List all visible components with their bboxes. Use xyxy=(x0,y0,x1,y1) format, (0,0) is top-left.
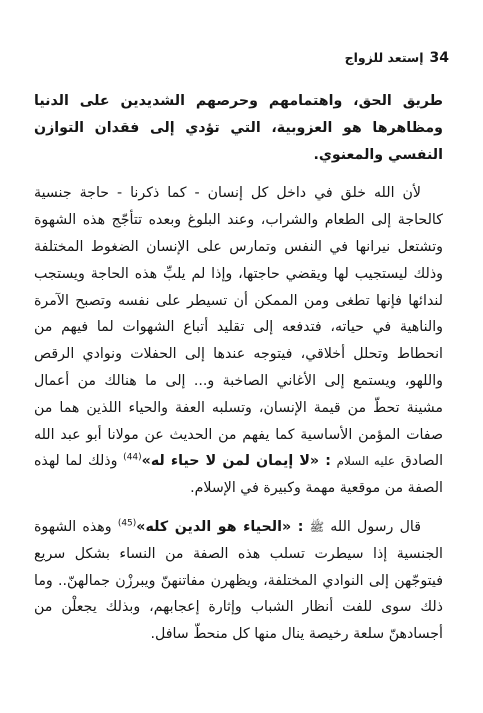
paragraph-2-text: لأن الله خلق في داخل كل إنسان - كما ذكرنا - حاجة جنسية كالحاجة إلى الطعام والشراب، وعند البلوغ وبعده تتأجّج هذه الشهوة وتشتعل نيرانها في النفس وتمارس على الإنسان الضغوط المختلفة وذلك ليستجيب لها ويقضي حاجتها، وإذا لم يلبِّ هذه الحاجة ويستجب لندائها فإنها تطغى ومن الممكن أن تسيطر على نفسه وتصبح الآمرة والناهية في حياته، فتدفعه إلى تقليد أتباع الشهوات لما فيهم من انحطاط وتحلل أخلاقي، فيتوجه عندها إلى الحفلات ونوادي الرقص واللهو، ويستمع إلى الأغاني الصاخبة و... إلى ما هنالك من أعمال مشينة تحطّ من قيمة الإنسان، وتسلبه العفة والحياء اللذين هما من صفات المؤمن الأساسية كما يفهم من الحديث عن مولانا أبو عبد الله الصادق xyxy=(34,185,444,470)
page-number: 34 xyxy=(429,50,449,66)
salawat-glyph: ﷺ xyxy=(309,519,325,534)
paragraph-2 xyxy=(34,180,443,502)
paragraph-3-lead: قال رسول الله xyxy=(330,518,421,535)
footnote-marker-44: (44) xyxy=(123,452,142,463)
paragraph-3 xyxy=(34,514,443,648)
honorific-text: عليه السلام xyxy=(336,454,396,469)
hadith-quote-1: : «لا إيمان لمن لا حياء له» xyxy=(141,453,331,470)
paragraph-3-text: وهذه الشهوة الجنسية إذا سيطرت تسلب هذه الصفة من النساء بشكل سريع فيتوجّهن إلى النوادي المختلفة، ويظهرن مفاتنهنّ ويبرزْن جمالهنّ.. وما ذلك سوى للفت أنظار الشباب وإثارة إعجابهم، وبذلك يجعلْن من أجسادهنّ سلعة رخيصة ينال منها كل منحطّ سافل. xyxy=(34,518,443,643)
running-title: إستعد للزواج xyxy=(344,50,424,65)
hadith-quote-2: : «الحياء هو الدين كله» xyxy=(136,518,304,535)
footnote-marker-45: (45) xyxy=(117,518,137,529)
page-header xyxy=(34,50,449,66)
paragraph-1: طريق الحق، واهتمامهم وحرصهم الشديدين على الدنيا ومظاهرها هو العزوبية، التي تؤدي إلى فقدان التوازن النفسي والمعنوي. xyxy=(34,93,443,163)
body-text xyxy=(34,88,443,648)
paragraph-2-ending: وذلك لما لهذه الصفة من موقعية مهمة وكبيرة في الإسلام. xyxy=(34,453,443,497)
